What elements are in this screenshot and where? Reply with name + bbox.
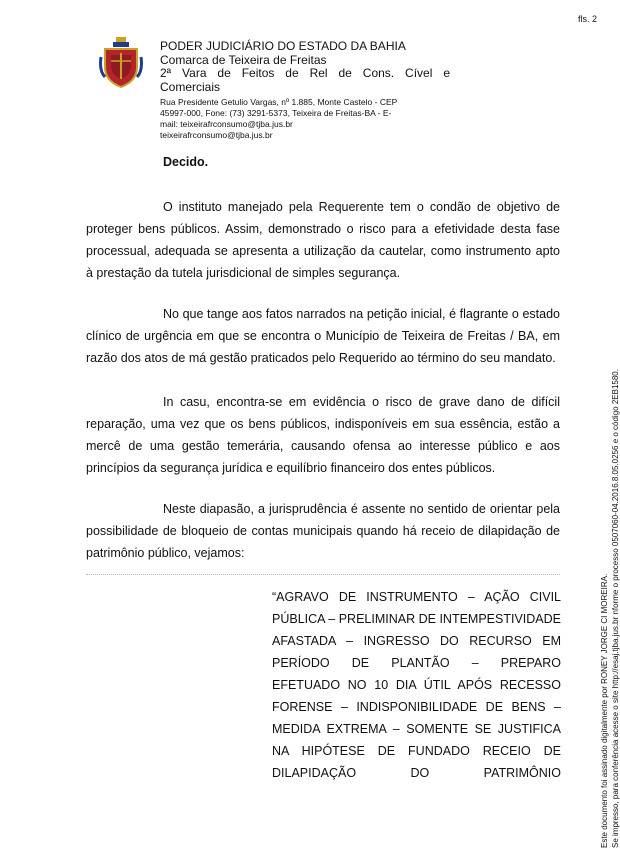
paragraph-3: [86, 391, 560, 479]
quote-line: NA HIPÓTESE DE FUNDADO RECEIO DE: [272, 744, 561, 758]
paragraph-4: [86, 498, 560, 564]
court-address: [160, 97, 450, 141]
quote-line: “AGRAVO DE INSTRUMENTO – AÇÃO CIVIL: [272, 590, 561, 604]
quote-line: EFETUADO NO 10 DIA ÚTIL APÓS RECESSO: [272, 678, 561, 692]
text-line: Neste diapasão, a jurisprudência é assente no sentido de orientar pela: [163, 502, 560, 516]
quote-line: PERÍODO DE PLANTÃO – PREPARO: [272, 656, 561, 670]
quote-line: FORENSE – INDISPONIBILIDADE DE BENS –: [272, 700, 561, 714]
court-header: [160, 40, 450, 141]
bahia-court-crest-icon: [99, 37, 143, 89]
vara-name-line2: Comerciais: [160, 79, 221, 94]
quote-line: DILAPIDAÇÃO DO PATRIMÔNIO: [272, 766, 561, 780]
comarca-name: Comarca de Teixeira de Freitas: [160, 52, 327, 67]
address-line: teixeirafrconsumo@tjba.jus.br: [160, 130, 273, 140]
text-line: patrimônio público, vejamos:: [86, 546, 245, 560]
text-line: O instituto manejado pela Requerente tem o condão de objetivo de: [163, 200, 560, 214]
signature-line: Este documento foi assinado digitalmente por RONEY JORGE CI MOREIRA.: [600, 573, 609, 848]
jurisprudence-quote: [272, 586, 561, 784]
paragraph-2: [86, 303, 560, 369]
digital-signature-note: [600, 78, 620, 848]
text-line: No que tange aos fatos narrados na petição inicial, é flagrante o estado: [163, 307, 560, 321]
text-line: razão dos atos de má gestão praticados pelo Requerido ao término do seu mandato.: [86, 351, 556, 365]
text-line: clínico de urgência em que se encontra o Município de Teixeira de Freitas / BA, em: [86, 329, 560, 343]
quote-line: PÚBLICA – PRELIMINAR DE INTEMPESTIVIDADE: [272, 612, 561, 626]
text-line: reparação, uma vez que os bens públicos, indisponíveis em sua essência, estão a: [86, 417, 560, 431]
section-divider: [86, 574, 560, 575]
quote-line: AFASTADA – INGRESSO DO RECURSO EM: [272, 634, 561, 648]
text-line: princípios da segurança jurídica e equilíbrio financeiro dos entes públicos.: [86, 461, 496, 475]
text-line: à prestação da tutela jurisdicional de simples segurança.: [86, 266, 401, 280]
text-line: processual, adequada se apresenta a utilização da cautelar, como instrumento apto: [86, 244, 560, 258]
text-line: In casu, encontra-se em evidência o risco de grave dano de difícil: [163, 395, 560, 409]
court-name: PODER JUDICIÁRIO DO ESTADO DA BAHIA: [160, 39, 406, 53]
verification-line: Se impresso, para conferência acesse o site http://esaj.tjba.jus.br nforme o processo 0507060-04.2016.8.05.0256 e o código 2EB1580.: [610, 369, 620, 848]
text-line: possibilidade de bloqueio de contas municipais quando há receio de dilapidação de: [86, 524, 560, 538]
address-line: mail: teixeirafrconsumo@tjba.jus.br: [160, 119, 293, 129]
paragraph-1: [86, 196, 560, 284]
vara-name-line1: 2ª Vara de Feitos de Rel de Cons. Cível e: [160, 66, 450, 80]
text-line: mercê de uma gestão temerária, causando ofensa ao interesse público e aos: [86, 439, 560, 453]
address-line: Rua Presidente Getulio Vargas, nº 1.885, Monte Castelo - CEP: [160, 97, 398, 107]
text-line: proteger bens públicos. Assim, demonstrado o risco para a efetividade desta fase: [86, 222, 560, 236]
decision-heading: Decido.: [163, 155, 209, 169]
page-number: fls. 2: [578, 14, 598, 24]
quote-line: MEDIDA EXTREMA – SOMENTE SE JUSTIFICA: [272, 722, 561, 736]
address-line: 45997-000, Fone: (73) 3291-5373, Teixeira de Freitas-BA - E-: [160, 108, 392, 118]
